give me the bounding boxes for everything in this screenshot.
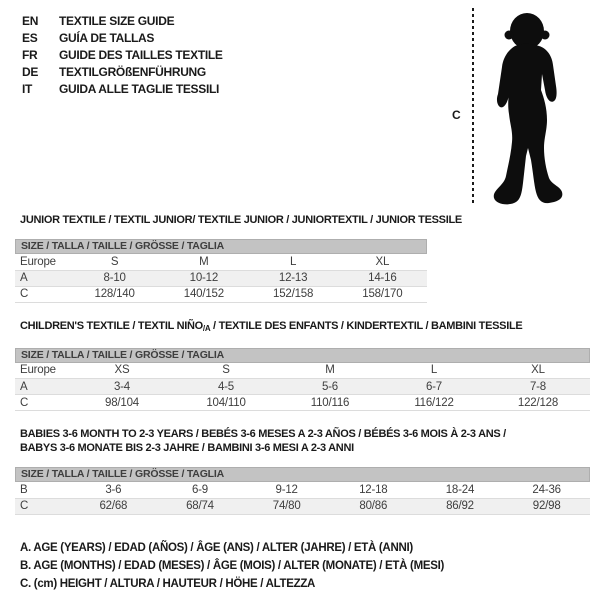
babies-title-line1: BABIES 3-6 MONTH TO 2-3 YEARS / BEBÉS 3-6 MESES A 2-3 AÑOS / BÉBÉS 3-6 MOIS À 2-3 ANS /	[20, 428, 506, 440]
row-label: A	[15, 270, 70, 286]
babies-size-table	[15, 482, 590, 515]
size-cell: XL	[486, 363, 590, 379]
size-cell: 8-10	[70, 270, 159, 286]
guide-title-es: GUÍA DE TALLAS	[59, 31, 155, 45]
childrens-size-table	[15, 363, 590, 412]
size-cell: L	[382, 363, 486, 379]
language-title-list	[22, 13, 223, 98]
size-cell: 122/128	[486, 395, 590, 411]
size-cell: 4-5	[174, 379, 278, 395]
footnote-age-years: A. AGE (YEARS) / EDAD (AÑOS) / ÂGE (ANS) / ALTER (JAHRE) / ETÀ (ANNI)	[20, 541, 413, 554]
size-cell: XL	[338, 254, 427, 270]
table-row-height	[15, 498, 590, 514]
language-code: ES	[22, 31, 38, 45]
size-cell: 104/110	[174, 395, 278, 411]
title-rest: / TEXTILE DES ENFANTS / KINDERTEXTIL / BAMBINI TESSILE	[210, 319, 523, 332]
size-cell: 158/170	[338, 286, 427, 302]
table-row-europe	[15, 254, 427, 270]
table-row-europe	[15, 363, 590, 379]
size-cell: 86/92	[417, 498, 504, 514]
title-sub: /A	[202, 323, 211, 333]
footnote-height: C. (cm) HEIGHT / ALTURA / HAUTEUR / HÖHE / ALTEZZA	[20, 577, 316, 590]
size-header-band: SIZE / TALLA / TAILLE / GRÖSSE / TAGLIA	[15, 467, 590, 482]
size-cell: 152/158	[249, 286, 338, 302]
size-tables-area	[15, 213, 593, 593]
size-cell: 98/104	[70, 395, 174, 411]
size-cell: 80/86	[330, 498, 417, 514]
footnote-age-months: B. AGE (MONTHS) / EDAD (MESES) / ÂGE (MOIS) / ALTER (MONATE) / ETÀ (MESI)	[20, 559, 445, 572]
babies-textile-section	[15, 427, 593, 515]
table-row-height	[15, 395, 590, 411]
legend-footnotes	[20, 539, 593, 593]
guide-title-it: GUIDA ALLE TAGLIE TESSILI	[59, 82, 220, 96]
size-cell: 7-8	[486, 379, 590, 395]
language-row-de	[22, 64, 223, 81]
childrens-textile-section	[15, 319, 593, 412]
size-cell: 116/122	[382, 395, 486, 411]
title-main: CHILDREN'S TEXTILE / TEXTIL NIÑO	[20, 319, 203, 332]
size-cell: 6-9	[157, 482, 244, 498]
size-cell: M	[278, 363, 382, 379]
table-row-age	[15, 379, 590, 395]
junior-textile-section	[15, 213, 593, 303]
size-cell: 12-18	[330, 482, 417, 498]
language-row-it	[22, 81, 223, 98]
row-label: C	[15, 286, 70, 302]
size-cell: 110/116	[278, 395, 382, 411]
height-measure-dashed-line	[472, 8, 474, 206]
size-cell: 9-12	[243, 482, 330, 498]
guide-title-fr: GUIDE DES TAILLES TEXTILE	[59, 48, 223, 62]
size-cell: 12-13	[249, 270, 338, 286]
size-cell: 5-6	[278, 379, 382, 395]
size-cell: S	[174, 363, 278, 379]
table-row-height	[15, 286, 427, 302]
size-cell: 74/80	[243, 498, 330, 514]
guide-title-en: TEXTILE SIZE GUIDE	[59, 14, 175, 28]
size-cell: 62/68	[70, 498, 157, 514]
size-cell: XS	[70, 363, 174, 379]
size-cell: 14-16	[338, 270, 427, 286]
row-label: Europe	[15, 254, 70, 270]
size-cell: 6-7	[382, 379, 486, 395]
language-row-fr	[22, 47, 223, 64]
junior-size-table	[15, 254, 427, 303]
babies-table-title	[20, 427, 593, 455]
size-cell: S	[70, 254, 159, 270]
table-row-age	[15, 270, 427, 286]
language-code: FR	[22, 48, 38, 62]
size-cell: 10-12	[159, 270, 248, 286]
size-cell: 68/74	[157, 498, 244, 514]
row-label: A	[15, 379, 70, 395]
size-cell: 3-6	[70, 482, 157, 498]
size-cell: L	[249, 254, 338, 270]
size-cell: M	[159, 254, 248, 270]
size-cell: 92/98	[503, 498, 590, 514]
size-header-band: SIZE / TALLA / TAILLE / GRÖSSE / TAGLIA	[15, 348, 590, 363]
language-row-en	[22, 13, 223, 30]
child-height-figure	[450, 8, 598, 218]
babies-title-line2: BABYS 3-6 MONATE BIS 2-3 JAHRE / BAMBINI 3-6 MESI A 2-3 ANNI	[20, 442, 354, 454]
language-code: IT	[22, 82, 33, 96]
size-cell: 24-36	[503, 482, 590, 498]
size-cell: 18-24	[417, 482, 504, 498]
guide-title-de: TEXTILGRÖßENFÜHRUNG	[59, 65, 206, 79]
language-code: EN	[22, 14, 39, 28]
size-header-band: SIZE / TALLA / TAILLE / GRÖSSE / TAGLIA	[15, 239, 427, 254]
size-cell: 3-4	[70, 379, 174, 395]
row-label: B	[15, 482, 70, 498]
junior-table-title: JUNIOR TEXTILE / TEXTIL JUNIOR/ TEXTILE JUNIOR / JUNIORTEXTIL / JUNIOR TESSILE	[20, 214, 462, 226]
table-row-age-months	[15, 482, 590, 498]
language-row-es	[22, 30, 223, 47]
row-label: C	[15, 498, 70, 514]
size-cell: 140/152	[159, 286, 248, 302]
height-measure-label: C	[452, 108, 461, 122]
row-label: Europe	[15, 363, 70, 379]
toddler-silhouette-icon	[481, 8, 573, 208]
row-label: C	[15, 395, 70, 411]
childrens-table-title	[20, 319, 593, 336]
language-code: DE	[22, 65, 39, 79]
size-cell: 128/140	[70, 286, 159, 302]
